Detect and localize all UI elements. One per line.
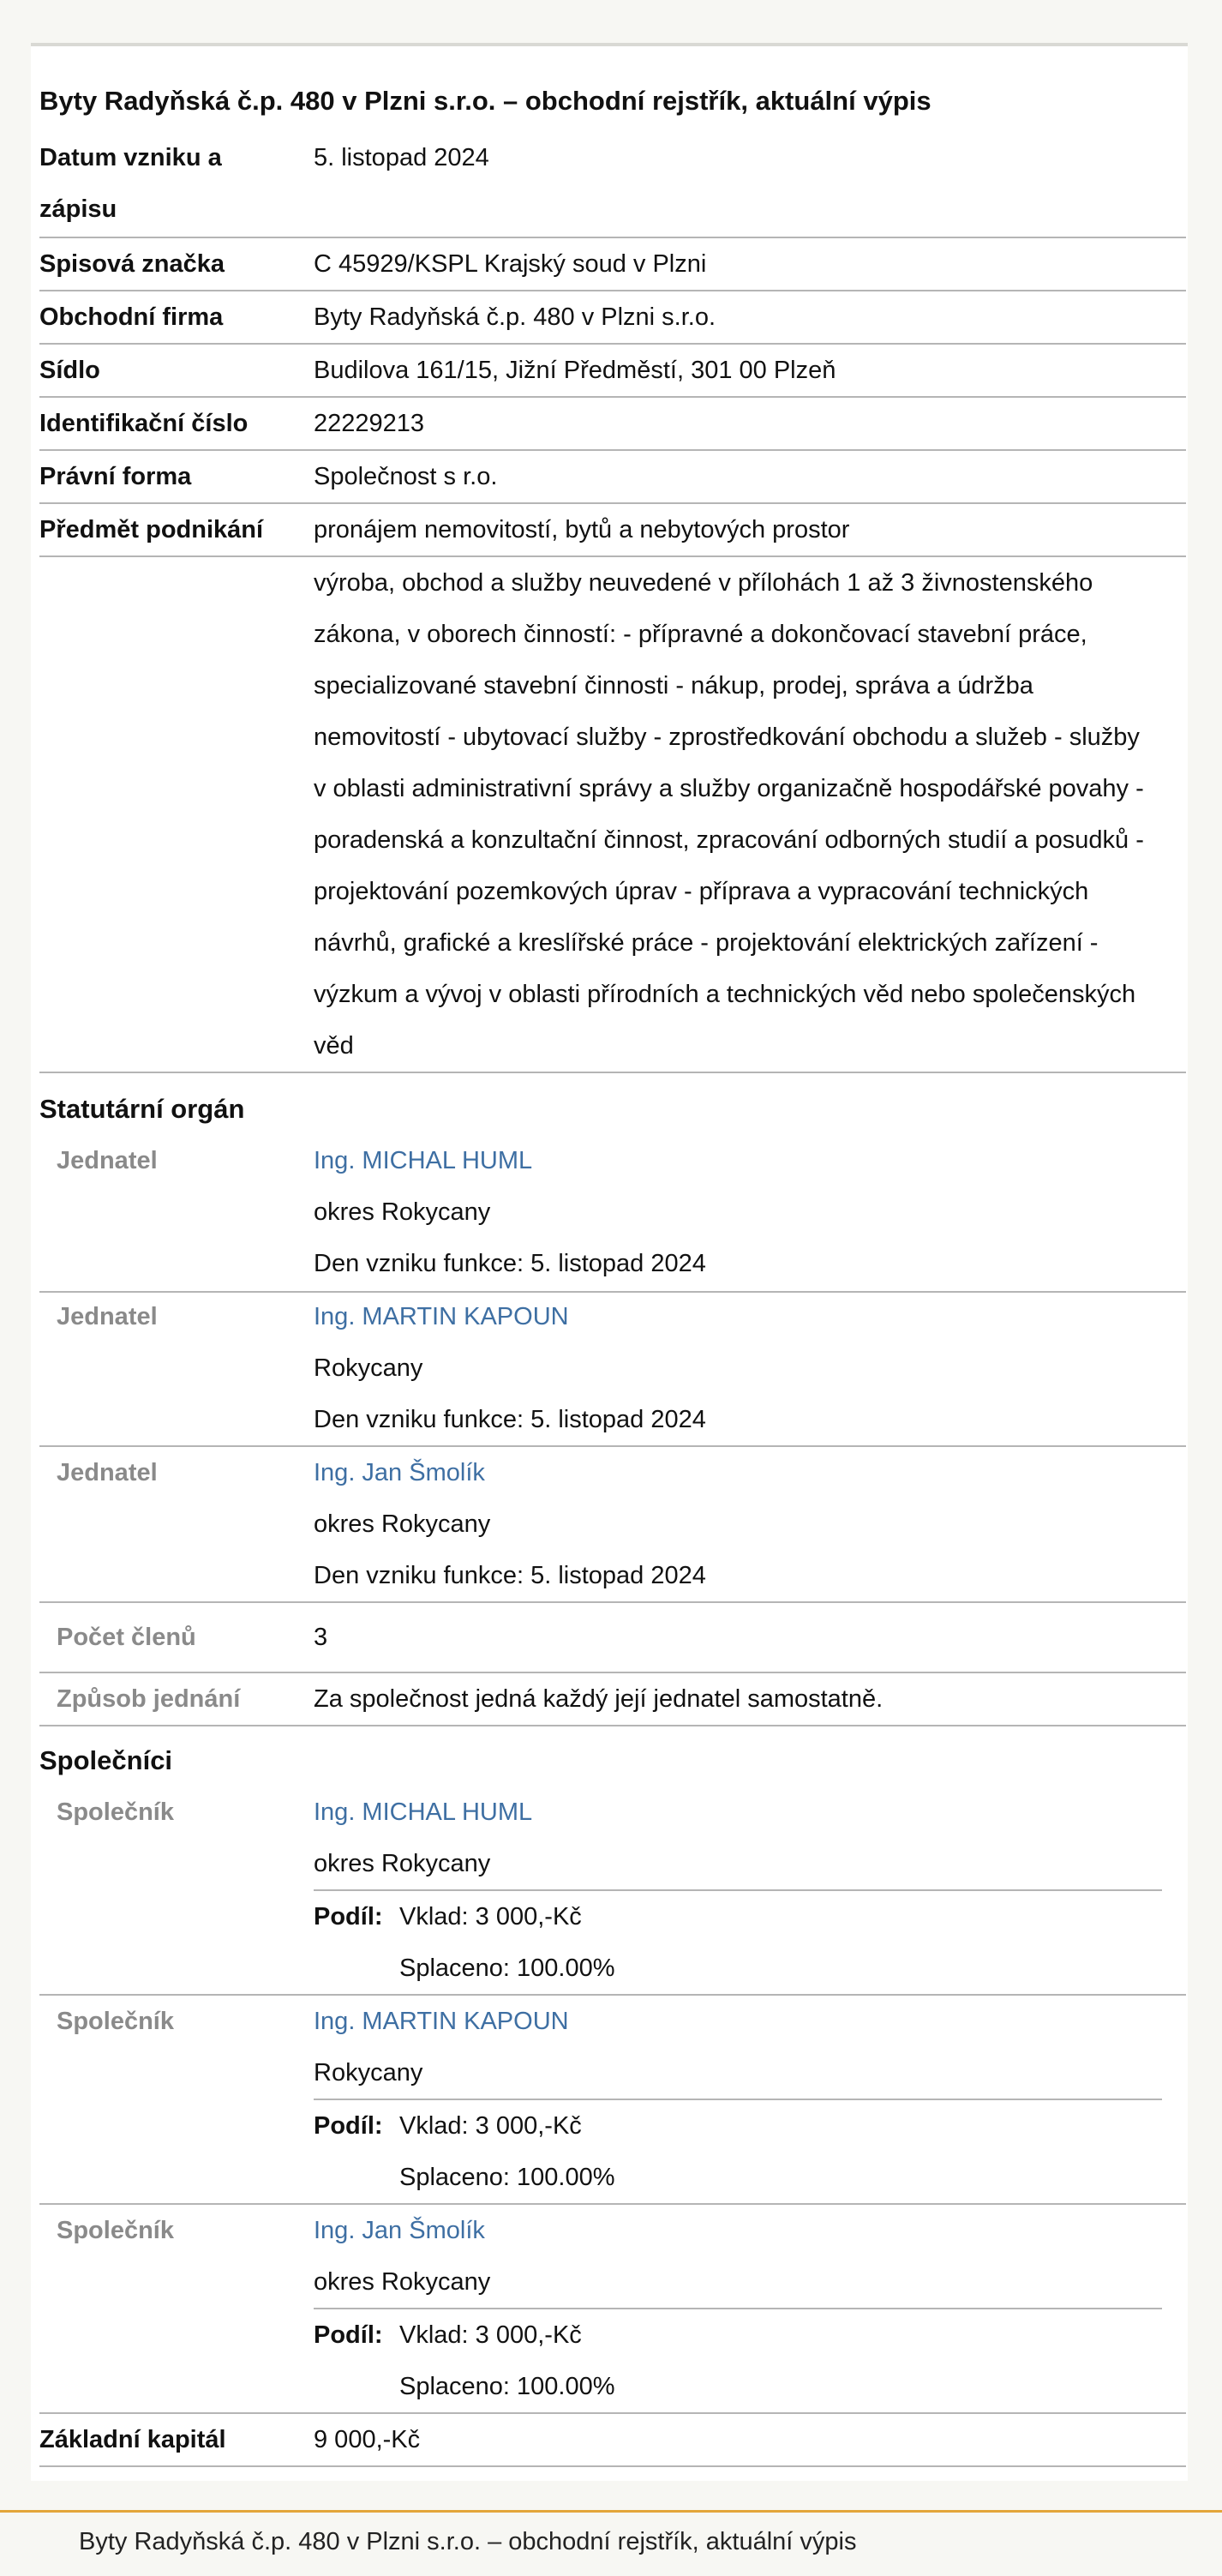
label-obchodni-firma: Obchodní firma (39, 303, 224, 331)
podil-splaceno: Splaceno: 100.00% (399, 2373, 615, 2400)
label-zakladni-kapital: Základní kapitál (39, 2426, 226, 2453)
label-role: Společník (57, 2008, 174, 2035)
document-sheet (31, 43, 1188, 2481)
label-spisova-znacka: Spisová značka (39, 250, 225, 278)
podil-splaceno: Splaceno: 100.00% (399, 2164, 615, 2191)
member-name-link[interactable]: Ing. MICHAL HUML (314, 1147, 533, 1174)
member-name-link[interactable]: Ing. Jan Šmolík (314, 1459, 485, 1486)
spolecnik-1 (39, 1786, 1186, 1996)
partner-place: okres Rokycany (314, 1850, 491, 1877)
label-role: Jednatel (57, 1459, 158, 1486)
statutar-member-1 (39, 1135, 1186, 1293)
footer (0, 2510, 1222, 2576)
podil-label: Podíl: (314, 2112, 383, 2140)
value-datum-vzniku: 5. listopad 2024 (314, 144, 489, 171)
label-pocet-clenu: Počet členů (57, 1624, 196, 1651)
value-spisova-znacka: C 45929/KSPL Krajský soud v Plzni (314, 250, 707, 278)
label-role: Jednatel (57, 1147, 158, 1174)
value-obchodni-firma: Byty Radyňská č.p. 480 v Plzni s.r.o. (314, 303, 716, 331)
member-name-link[interactable]: Ing. MARTIN KAPOUN (314, 1303, 569, 1330)
value-pocet-clenu: 3 (314, 1624, 328, 1651)
partner-name-link[interactable]: Ing. MARTIN KAPOUN (314, 2008, 569, 2035)
label-role: Jednatel (57, 1303, 158, 1330)
podil-vklad: Vklad: 3 000,-Kč (399, 1903, 582, 1930)
row-zpusob-jednani (39, 1673, 1186, 1726)
label-ico: Identifikační číslo (39, 410, 249, 437)
partner-details (314, 1786, 532, 1889)
member-place: Rokycany (314, 1354, 423, 1382)
partner-name-link[interactable]: Ing. MICHAL HUML (314, 1798, 533, 1826)
value-pravni-forma: Společnost s r.o. (314, 463, 498, 490)
statutar-member-2 (39, 1291, 1186, 1447)
label-role: Společník (57, 2217, 174, 2244)
podil-label: Podíl: (314, 1903, 383, 1930)
page-title: Byty Radyňská č.p. 480 v Plzni s.r.o. – obchodní rejstřík, aktuální výpis (39, 86, 931, 116)
statutar-member-3 (39, 1447, 1186, 1603)
label-zpusob-jednani: Způsob jednání (57, 1685, 241, 1713)
row-pravni-forma (39, 451, 1186, 504)
row-ico (39, 398, 1186, 451)
label-sidlo: Sídlo (39, 357, 100, 384)
heading-spolecnici: Společníci (39, 1745, 173, 1775)
member-details (314, 1291, 706, 1445)
spolecnik-3 (39, 2205, 1186, 2414)
partner-details (314, 1996, 569, 2099)
member-details (314, 1135, 706, 1289)
value-zakladni-kapital: 9 000,-Kč (314, 2426, 421, 2453)
row-obchodni-firma (39, 291, 1186, 345)
row-zakladni-kapital (39, 2414, 1186, 2467)
member-details (314, 1447, 706, 1601)
label-datum-vzniku: Datum vzniku a zápisu (39, 144, 222, 223)
value-predmet-detail: výroba, obchod a služby neuvedené v přílohách 1 až 3 živnostenského zákona, v oborech činností: - přípravné a dokončovací stavební práce, specializované stavební činnosti - nákup, prodej, správa a údržba nemovitostí - ubytovací služby - zprostředkování obchodu a služeb - služby v oblasti administrativní správy a služby organizačně hospodářské povahy - poradenská a konzultační činnost, zpracování odborných studií a posudků - projektování pozemkových úprav - příprava a vypracování technických návrhů, grafické a kreslířské práce - projektování elektrických zařízení - výzkum a vývoj v oblasti přírodních a technických věd nebo společenských věd (314, 569, 1144, 1060)
label-pravni-forma: Právní forma (39, 463, 192, 490)
footer-text: Byty Radyňská č.p. 480 v Plzni s.r.o. – obchodní rejstřík, aktuální výpis (79, 2528, 857, 2555)
member-place: okres Rokycany (314, 1510, 491, 1538)
member-place: okres Rokycany (314, 1198, 491, 1226)
partner-place: Rokycany (314, 2059, 423, 2087)
heading-statutarni-organ: Statutární orgán (39, 1094, 245, 1124)
podil-label: Podíl: (314, 2321, 383, 2349)
row-pocet-clenu (39, 1603, 1186, 1673)
member-since: Den vzniku funkce: 5. listopad 2024 (314, 1562, 706, 1589)
label-predmet: Předmět podnikání (39, 516, 264, 543)
member-since: Den vzniku funkce: 5. listopad 2024 (314, 1406, 706, 1433)
partner-name-link[interactable]: Ing. Jan Šmolík (314, 2217, 485, 2244)
row-datum-vzniku (39, 132, 1186, 238)
podil-splaceno: Splaceno: 100.00% (399, 1955, 615, 1982)
row-spisova-znacka (39, 238, 1186, 291)
value-ico: 22229213 (314, 410, 425, 437)
podil-vklad: Vklad: 3 000,-Kč (399, 2112, 582, 2140)
row-predmet (39, 504, 1186, 557)
label-role: Společník (57, 1798, 174, 1826)
member-since: Den vzniku funkce: 5. listopad 2024 (314, 1250, 706, 1277)
row-predmet-detail (39, 557, 1186, 1073)
value-sidlo: Budilova 161/15, Jižní Předměstí, 301 00 Plzeň (314, 357, 836, 384)
row-sidlo (39, 345, 1186, 398)
partner-place: okres Rokycany (314, 2268, 491, 2296)
value-predmet: pronájem nemovitostí, bytů a nebytových prostor (314, 516, 850, 543)
podil-vklad: Vklad: 3 000,-Kč (399, 2321, 582, 2349)
partner-details (314, 2205, 490, 2308)
value-zpusob-jednani: Za společnost jedná každý její jednatel samostatně. (314, 1685, 884, 1713)
spolecnik-2 (39, 1996, 1186, 2205)
